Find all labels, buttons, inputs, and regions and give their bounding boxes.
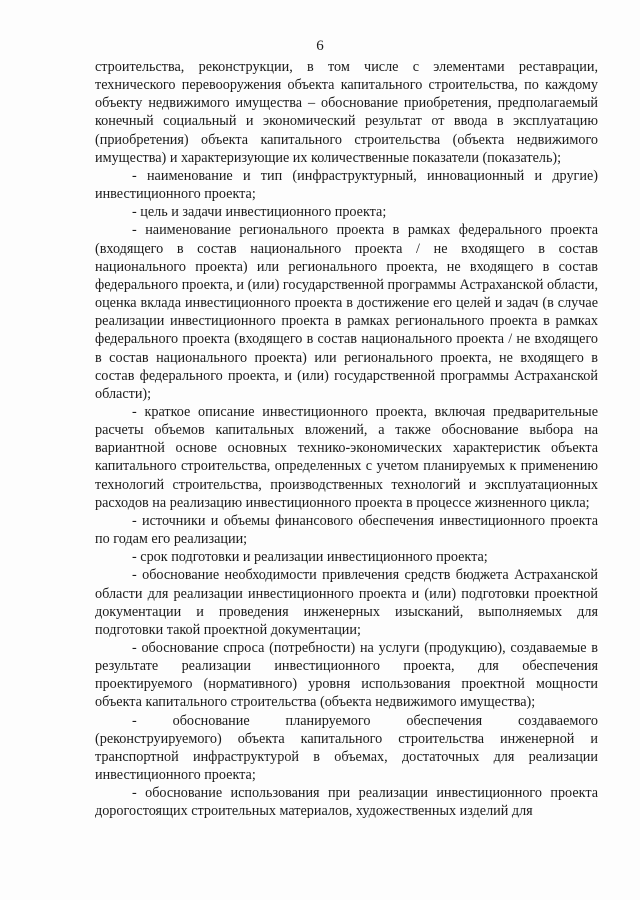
list-item-infrastructure: - обоснование планируемого обеспечения создаваемого (реконструируемого) объекта капитального строительства инженерной и транспортной инфраструктурой в объемах, достаточных для реализации инвестиционного проекта;	[95, 712, 598, 784]
list-item-goals: - цель и задачи инвестиционного проекта;	[132, 204, 387, 221]
list-item-description: - краткое описание инвестиционного проекта, включая предварительные расчеты объемов капитальных вложений, а также обоснование выбора на вариантной основе основных технико-экономических характеристик объекта капитального строительства, определенных с учетом планируемых к применению технологий строительства, производственных технологий и эксплуатационных расходов на реализацию инвестиционного проекта в процессе жизненного цикла;	[95, 403, 598, 511]
list-item-budget-justification: - обоснование необходимости привлечения средств бюджета Астраханской области для реализации инвестиционного проекта и (или) подготовки проектной документации и проведения инженерных изысканий, выполняемых для подготовки такой проектной документации;	[95, 567, 598, 638]
paragraph-continuation: строительства, реконструкции, в том числе с элементами реставрации, технического перевооружения объекта капитального строительства, по каждому объекту недвижимого имущества – обоснование приобретения, предполагаемый конечный социальный и экономический результат от ввода в эксплуатацию (приобретения) объекта капитального строительства (объекта недвижимого имущества) и характеризующие их количественные показатели (показатель);	[95, 59, 598, 166]
list-item-demand-justification: - обоснование спроса (потребности) на услуги (продукцию), создаваемые в результате реализации инвестиционного проекта, для обеспечения проектируемого (нормативного) уровня использования проектной мощности объекта капитального строительства (объекта недвижимого имущества);	[95, 640, 598, 711]
document-body	[95, 58, 598, 821]
page-number: 6	[316, 38, 324, 54]
list-item-funding-sources: - источники и объемы финансового обеспечения инвестиционного проекта по годам его реализации;	[95, 512, 598, 548]
list-item-name-and-type: - наименование и тип (инфраструктурный, инновационный и другие) инвестиционного проекта;	[95, 167, 598, 203]
list-item-timeline: - срок подготовки и реализации инвестиционного проекта;	[132, 549, 488, 566]
list-item-materials: - обоснование использования при реализации инвестиционного проекта дорогостоящих строительных материалов, художественных изделий для	[95, 785, 598, 820]
list-item-regional-project: - наименование регионального проекта в рамках федерального проекта (входящего в состав национального проекта / не входящего в состав национального проекта) или регионального проекта, не входящего в состав федерального проекта, и (или) государственной программы Астраханской области, оценка вклада инвестиционного проекта в достижение его целей и задач (в случае реализации инвестиционного проекта в рамках регионального проекта в рамках федерального проекта (входящего в состав национального проекта / не входящего в состав национального проекта) или регионального проекта, не входящего в состав федерального проекта, и (или) государственной программы Астраханской области);	[95, 222, 598, 402]
